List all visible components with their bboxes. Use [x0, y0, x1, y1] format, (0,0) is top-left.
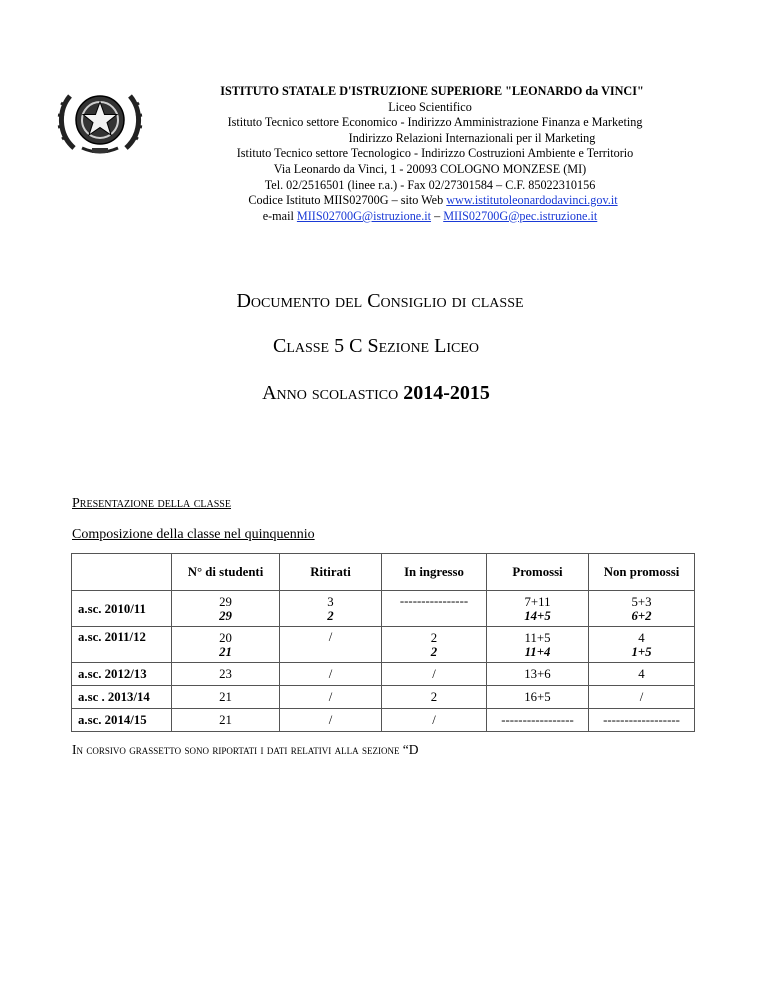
- table-row: [72, 663, 695, 686]
- table-cell: 29 29: [172, 591, 280, 627]
- table-cell: 13+6: [487, 663, 589, 686]
- table-cell: ------------------: [589, 709, 695, 732]
- table-caption: Composizione della classe nel quinquennio: [72, 527, 315, 542]
- institute-name: ISTITUTO STATALE D'ISTRUZIONE SUPERIORE "LEONARDO da VINCI": [220, 84, 644, 98]
- institute-header: [150, 84, 710, 224]
- table-cell: 3 2: [280, 591, 382, 627]
- table-cell: 16+5: [487, 686, 589, 709]
- header-cell: N° di studenti: [172, 554, 280, 591]
- school-year-title: Anno scolastico 2014-2015: [262, 382, 490, 404]
- address-line: Via Leonardo da Vinci, 1 - 20093 COLOGNO MONZESE (MI): [273, 161, 587, 176]
- row-label: a.sc. 2012/13: [72, 663, 172, 686]
- table-cell: /: [280, 686, 382, 709]
- republic-emblem-icon: [52, 82, 148, 158]
- table-cell: /: [589, 686, 695, 709]
- table-row: [72, 686, 695, 709]
- phone-line: Tel. 02/2516501 (linee r.a.) - Fax 02/27301584 – C.F. 85022310156: [264, 177, 596, 192]
- table-cell: 5+3 6+2: [589, 591, 695, 627]
- website-link[interactable]: www.istitutoleonardodavinci.gov.it: [446, 193, 618, 208]
- class-composition-table: [71, 553, 695, 732]
- email-line: e-mail MIIS02700G@istruzione.it – MIIS02700G@pec.istruzione.it: [262, 208, 598, 223]
- row-label: a.sc . 2013/14: [72, 686, 172, 709]
- table-cell: 2: [382, 686, 487, 709]
- table-cell: 21: [172, 686, 280, 709]
- table-row: [72, 709, 695, 732]
- header-line: Istituto Tecnico settore Tecnologico - Indirizzo Costruzioni Ambiente e Territorio: [236, 146, 634, 161]
- table-cell: -----------------: [487, 709, 589, 732]
- table-cell: 23: [172, 663, 280, 686]
- table-note: In corsivo grassetto sono riportati i dati relativi alla sezione “D: [72, 742, 419, 757]
- pec-email-link[interactable]: MIIS02700G@pec.istruzione.it: [443, 208, 598, 223]
- email-link[interactable]: MIIS02700G@istruzione.it: [296, 208, 432, 223]
- header-cell: Ritirati: [280, 554, 382, 591]
- table-cell: /: [280, 627, 382, 663]
- header-cell: Non promossi: [589, 554, 695, 591]
- row-label: a.sc. 2014/15: [72, 709, 172, 732]
- row-label: a.sc. 2010/11: [72, 591, 172, 627]
- header-line: Indirizzo Relazioni Internazionali per il Marketing: [348, 130, 596, 145]
- table-cell: ----------------: [382, 591, 487, 627]
- table-row: [72, 591, 695, 627]
- table-cell: 2 2: [382, 627, 487, 663]
- header-cell: In ingresso: [382, 554, 487, 591]
- table-cell: /: [382, 709, 487, 732]
- section-heading: Presentazione della classe: [72, 496, 231, 511]
- header-cell: Promossi: [487, 554, 589, 591]
- document-title: Documento del Consiglio di classe: [236, 290, 524, 312]
- header-cell: [72, 554, 172, 591]
- code-line: Codice Istituto MIIS02700G – sito Web www.istitutoleonardodavinci.gov.it: [248, 193, 618, 208]
- class-title: Classe 5 C Sezione Liceo: [272, 335, 479, 357]
- table-cell: /: [382, 663, 487, 686]
- table-cell: /: [280, 663, 382, 686]
- table-cell: 7+11 14+5: [487, 591, 589, 627]
- table-row: [72, 627, 695, 663]
- table-cell: 4 1+5: [589, 627, 695, 663]
- table-cell: 4: [589, 663, 695, 686]
- table-cell: 20 21: [172, 627, 280, 663]
- row-label: a.sc. 2011/12: [72, 627, 172, 663]
- table-header-row: [72, 554, 695, 591]
- table-cell: 21: [172, 709, 280, 732]
- header-line: Liceo Scientifico: [388, 99, 472, 114]
- table-cell: 11+5 11+4: [487, 627, 589, 663]
- table-cell: /: [280, 709, 382, 732]
- header-line: Istituto Tecnico settore Economico - Indirizzo Amministrazione Finanza e Marketing: [227, 115, 643, 130]
